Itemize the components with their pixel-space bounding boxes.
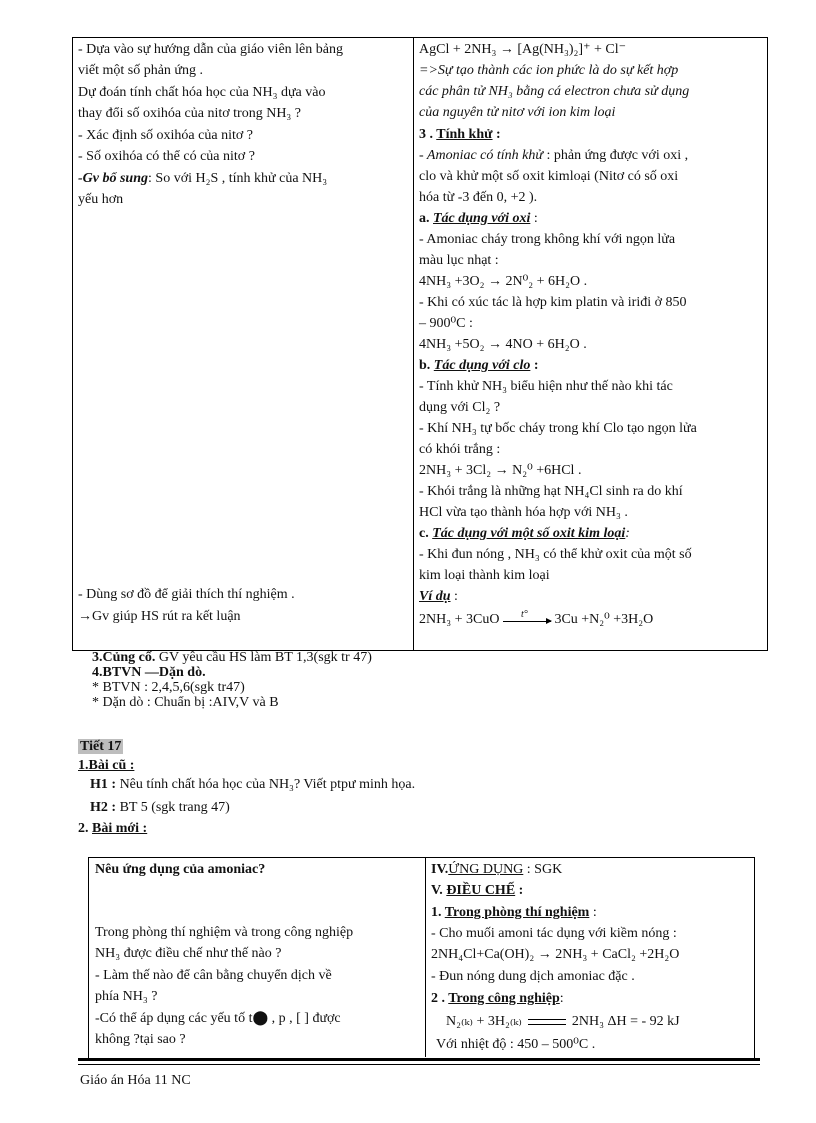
italic-phrase: - Amoniac có tính khử	[419, 148, 544, 163]
left-line: Trong phòng thí nghiệm và trong công nghiệp	[95, 925, 354, 940]
left-line: phía NH₃ ?	[95, 989, 158, 1004]
left-line	[78, 169, 327, 189]
reactants: N₂₍ₖ₎ + 3H₂₍ₖ₎	[446, 1014, 522, 1029]
question-text: Nêu tính chất hóa học của NH₃? Viết ptpư minh họa.	[116, 777, 416, 792]
products: 3Cu +N₂⁰ +3H₂O	[554, 612, 654, 627]
right-line: - Cho muối amoni tác dụng với kiềm nóng :	[431, 926, 677, 941]
right-line: hóa từ -3 đến 0, +2 ).	[419, 190, 538, 205]
right-line: Với nhiệt độ : 450 – 500⁰C .	[436, 1037, 596, 1052]
example-label: Ví dụ	[419, 589, 451, 604]
equation	[419, 610, 653, 630]
right-line: dụng với Cl₂ ?	[419, 400, 501, 415]
subsection-colon: :	[625, 526, 630, 541]
right-line: màu lục nhạt :	[419, 253, 499, 268]
new-lesson-label: Bài mới :	[92, 821, 148, 836]
heading-number: IV.	[431, 862, 449, 877]
heading-colon: :	[492, 127, 501, 142]
right-line	[419, 146, 688, 166]
gv-supplement-text: : So với H₂S , tính khử của NH₃	[148, 171, 328, 186]
equilibrium-arrow	[528, 1019, 566, 1025]
heading-tail: : SGK	[523, 862, 563, 877]
question-text: BT 5 (sgk trang 47)	[116, 800, 230, 815]
line-tail: : phản ứng được với oxi ,	[543, 148, 689, 163]
table-divider	[425, 857, 426, 1057]
left-line: viết một số phản ứng .	[78, 63, 204, 78]
equation: 2NH₄Cl+Ca(OH)₂ → 2NH₃ + CaCl₂ +2H₂O	[431, 947, 680, 962]
preparation-line: * Dặn dò : Chuẩn bị :AIV,V và B	[92, 695, 279, 710]
heading-title: Tính khử	[436, 127, 493, 142]
condition-label: t°	[520, 608, 528, 620]
subsection-heading	[431, 903, 597, 923]
right-line: các phân tử NH₃ bằng cá electron chưa sử dụng	[419, 84, 690, 99]
subsection-letter: a.	[419, 211, 433, 226]
equation	[446, 1012, 680, 1032]
question-label: H2 :	[90, 800, 117, 815]
consolidation-title: 3.Củng cố.	[92, 650, 156, 665]
right-line: - Khói trắng là những hạt NH₄Cl sinh ra do khí	[419, 484, 683, 499]
right-line: - Amoniac cháy trong không khí với ngọn lửa	[419, 232, 676, 247]
subsection-title: Tác dụng với clo	[433, 358, 531, 373]
subsection-title: Trong phòng thí nghiệm	[444, 905, 590, 920]
section-heading	[431, 860, 562, 880]
left-line: yếu hơn	[78, 192, 124, 207]
left-line: thay đổi số oxihóa của nitơ trong NH₃ ?	[78, 106, 302, 121]
left-line: - Dựa vào sự hướng dẫn của giáo viên lên bảng	[78, 42, 343, 57]
right-line: - Khí NH₃ tự bốc cháy trong khí Clo tạo ngọn lửa	[419, 421, 697, 436]
table-divider	[413, 37, 414, 650]
heading-number: 3 .	[419, 127, 437, 142]
right-line: kim loại thành kim loại	[419, 568, 550, 583]
left-line: -Có thể áp dụng các yếu tố t⬤ , p , [ ] được	[95, 1011, 341, 1026]
question-h2	[90, 798, 230, 818]
question-h1	[90, 775, 415, 795]
homework-line: * BTVN : 2,4,5,6(sgk tr47)	[92, 680, 245, 695]
lesson-number	[78, 737, 123, 757]
left-line: - Xác định số oxihóa của nitơ ?	[78, 128, 253, 143]
heading-title: ỨNG DỤNG	[448, 862, 524, 877]
equation: 4NH₃ +3O₂ → 2N⁰₂ + 6H₂O .	[419, 274, 588, 289]
subsection-letter: b.	[419, 358, 434, 373]
right-line: có khói trắng :	[419, 442, 501, 457]
subsection-title: Tác dụng với oxi	[433, 211, 531, 226]
homework-title: 4.BTVN —Dặn dò.	[92, 665, 206, 680]
left-line: NH₃ được điều chế như thế nào ?	[95, 946, 282, 961]
new-lesson-number: 2.	[78, 821, 92, 836]
right-line: - Tính khử NH₃ biểu hiện như thế nào khi tác	[419, 379, 673, 394]
reactants: 2NH₃ + 3CuO	[419, 612, 500, 627]
left-line: Nêu ứng dụng của amoniac?	[95, 862, 266, 877]
products: 2NH₃ ΔH = - 92 kJ	[571, 1014, 680, 1029]
right-line: – 900⁰C :	[419, 316, 473, 331]
example-label-line	[419, 587, 458, 607]
subsection-heading	[431, 989, 564, 1009]
subsection-heading	[419, 356, 539, 376]
review-title: 1.Bài cũ :	[78, 758, 135, 773]
left-line: Dự đoán tính chất hóa học của NH₃ dựa vào	[78, 85, 326, 100]
subsection-colon: :	[530, 358, 539, 373]
subsection-colon: :	[530, 211, 538, 226]
left-line: - Làm thế nào để cân bằng chuyển dịch về	[95, 968, 332, 983]
right-line: clo và khử một số oxit kimloại (Nitơ có số oxi	[419, 169, 679, 184]
gv-supplement-label: -Gv bổ sung	[78, 171, 149, 186]
left-line: không ?tại sao ?	[95, 1032, 186, 1047]
subsection-colon: :	[559, 991, 564, 1006]
subsection-letter: c.	[419, 526, 433, 541]
subsection-title: Trong công nghiệp	[448, 991, 560, 1006]
left-line: - Số oxihóa có thể có của nitơ ?	[78, 149, 255, 164]
lesson-number-label: Tiết 17	[80, 739, 122, 754]
subsection-title: Tác dụng với một số oxit kim loại	[432, 526, 626, 541]
consolidation-text: GV yêu cầu HS làm BT 1,3(sgk tr 47)	[155, 650, 372, 665]
right-line: HCl vừa tạo thành hóa hợp với NH₃ .	[419, 505, 628, 520]
right-line: - Đun nóng dung dịch amoniac đặc .	[431, 969, 635, 984]
section-heading	[431, 881, 523, 901]
right-line: - Khi có xúc tác là hợp kim platin và iriđi ở 850	[419, 295, 687, 310]
right-line: của nguyên tử nitơ với ion kim loại	[419, 105, 616, 120]
footer-rule	[78, 1058, 760, 1061]
equation: 4NH₃ +5O₂ → 4NO + 6H₂O .	[419, 337, 587, 352]
footer-text: Giáo án Hóa 11 NC	[80, 1073, 191, 1088]
new-lesson-title	[78, 819, 147, 839]
subsection-heading	[419, 524, 630, 544]
subsection-number: 1.	[431, 905, 445, 920]
equation: 2NH₃ + 3Cl₂ → N₂⁰ +6HCl .	[419, 463, 582, 478]
left-line: - Dùng sơ đồ để giải thích thí nghiệm .	[78, 587, 295, 602]
heading-tail: :	[515, 883, 524, 898]
subsection-heading	[419, 209, 538, 229]
right-line: =>Sự tạo thành các ion phức là do sự kết hợp	[419, 63, 679, 78]
consolidation-line	[92, 650, 372, 665]
left-line: →Gv giúp HS rút ra kết luận	[78, 609, 241, 624]
section-heading	[419, 125, 501, 145]
subsection-number: 2 .	[431, 991, 449, 1006]
right-line: - Khi đun nóng , NH₃ có thể khử oxit của một số	[419, 547, 692, 562]
heat-arrow	[503, 608, 551, 627]
subsection-colon: :	[589, 905, 597, 920]
right-line: AgCl + 2NH₃ → [Ag(NH₃)₂]⁺ + Cl⁻	[419, 42, 626, 57]
question-label: H1 :	[90, 777, 117, 792]
heading-number: V.	[431, 883, 447, 898]
footer-rule	[78, 1064, 760, 1065]
example-colon: :	[450, 589, 458, 604]
heading-title: ĐIỀU CHẾ	[446, 883, 516, 898]
